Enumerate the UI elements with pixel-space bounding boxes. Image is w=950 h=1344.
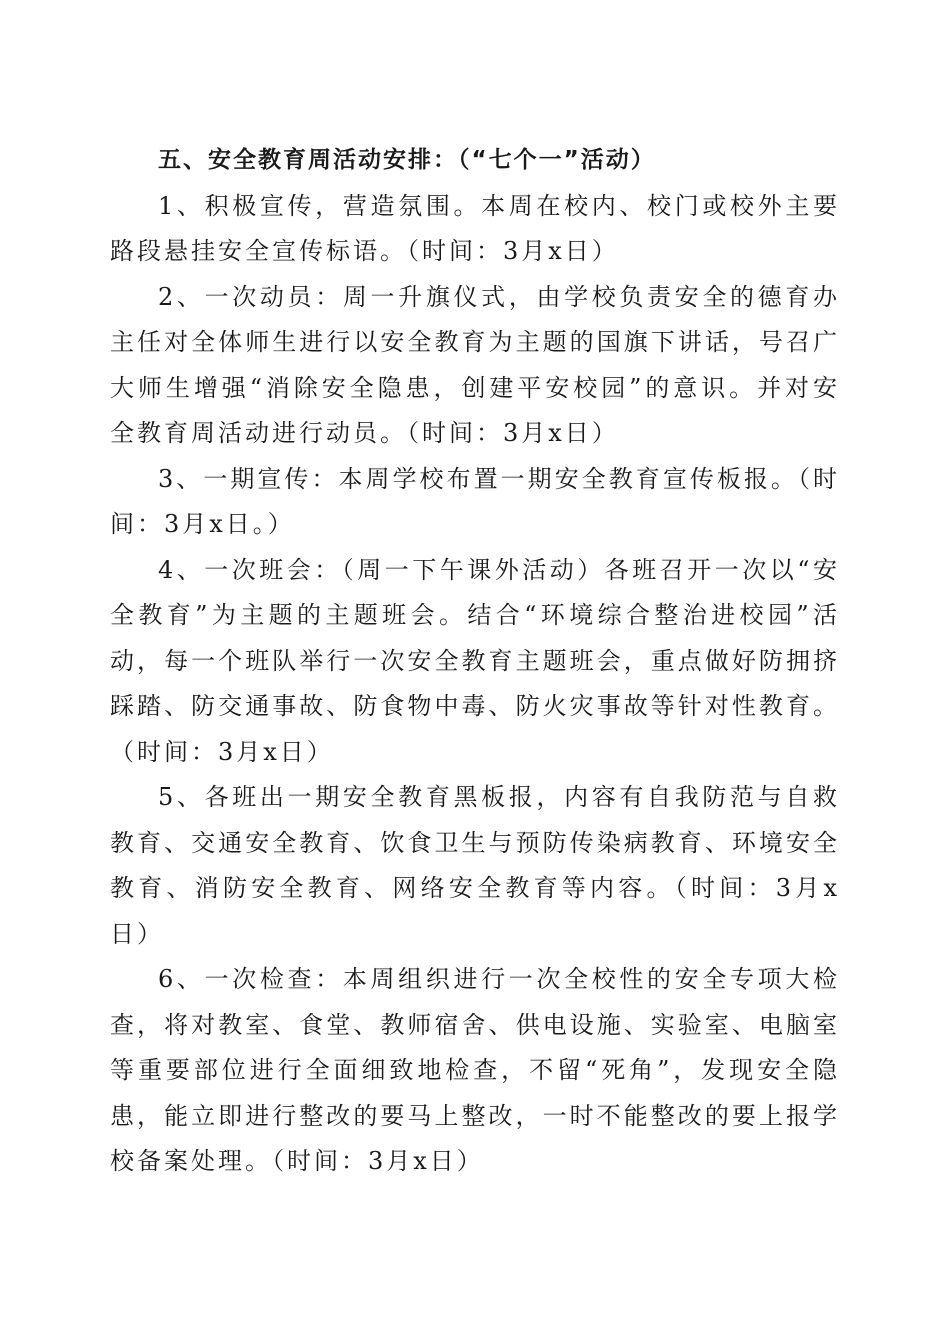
paragraph-6: 6、一次检查：本周组织进行一次全校性的安全专项大检查，将对教室、食堂、教师宿舍、供电设施、实验室、电脑室等重要部位进行全面细致地检查，不留“死角”，发现安全隐患，能立即进行整改的要马上整改，一时不能整改的要上报学校备案处理。（时间：3月x日） bbox=[110, 965, 840, 1175]
paragraph-3: 3、一期宣传：本周学校布置一期安全教育宣传板报。（时间：3月x日。） bbox=[110, 464, 840, 538]
paragraph-1: 1、积极宣传，营造氛围。本周在校内、校门或校外主要路段悬挂安全宣传标语。（时间：3月x日） bbox=[110, 191, 840, 265]
paragraph-2: 2、一次动员：周一升旗仪式，由学校负责安全的德育办主任对全体师生进行以安全教育为主题的国旗下讲话，号召广大师生增强“消除安全隐患，创建平安校园”的意识。并对安全教育周活动进行动员。（时间：3月x日） bbox=[110, 282, 840, 447]
document-body bbox=[110, 138, 840, 1185]
paragraph-4: 4、一次班会：（周一下午课外活动）各班召开一次以“安全教育”为主题的主题班会。结合“环境综合整治进校园”活动，每一个班队举行一次安全教育主题班会，重点做好防拥挤踩踏、防交通事故、防食物中毒、防火灾事故等针对性教育。（时间：3月x日） bbox=[110, 555, 840, 766]
paragraph-5: 5、各班出一期安全教育黑板报，内容有自我防范与自救教育、交通安全教育、饮食卫生与预防传染病教育、环境安全教育、消防安全教育、网络安全教育等内容。（时间：3月x日） bbox=[110, 783, 840, 948]
section-heading: 五、安全教育周活动安排：（“七个一”活动） bbox=[158, 147, 656, 173]
